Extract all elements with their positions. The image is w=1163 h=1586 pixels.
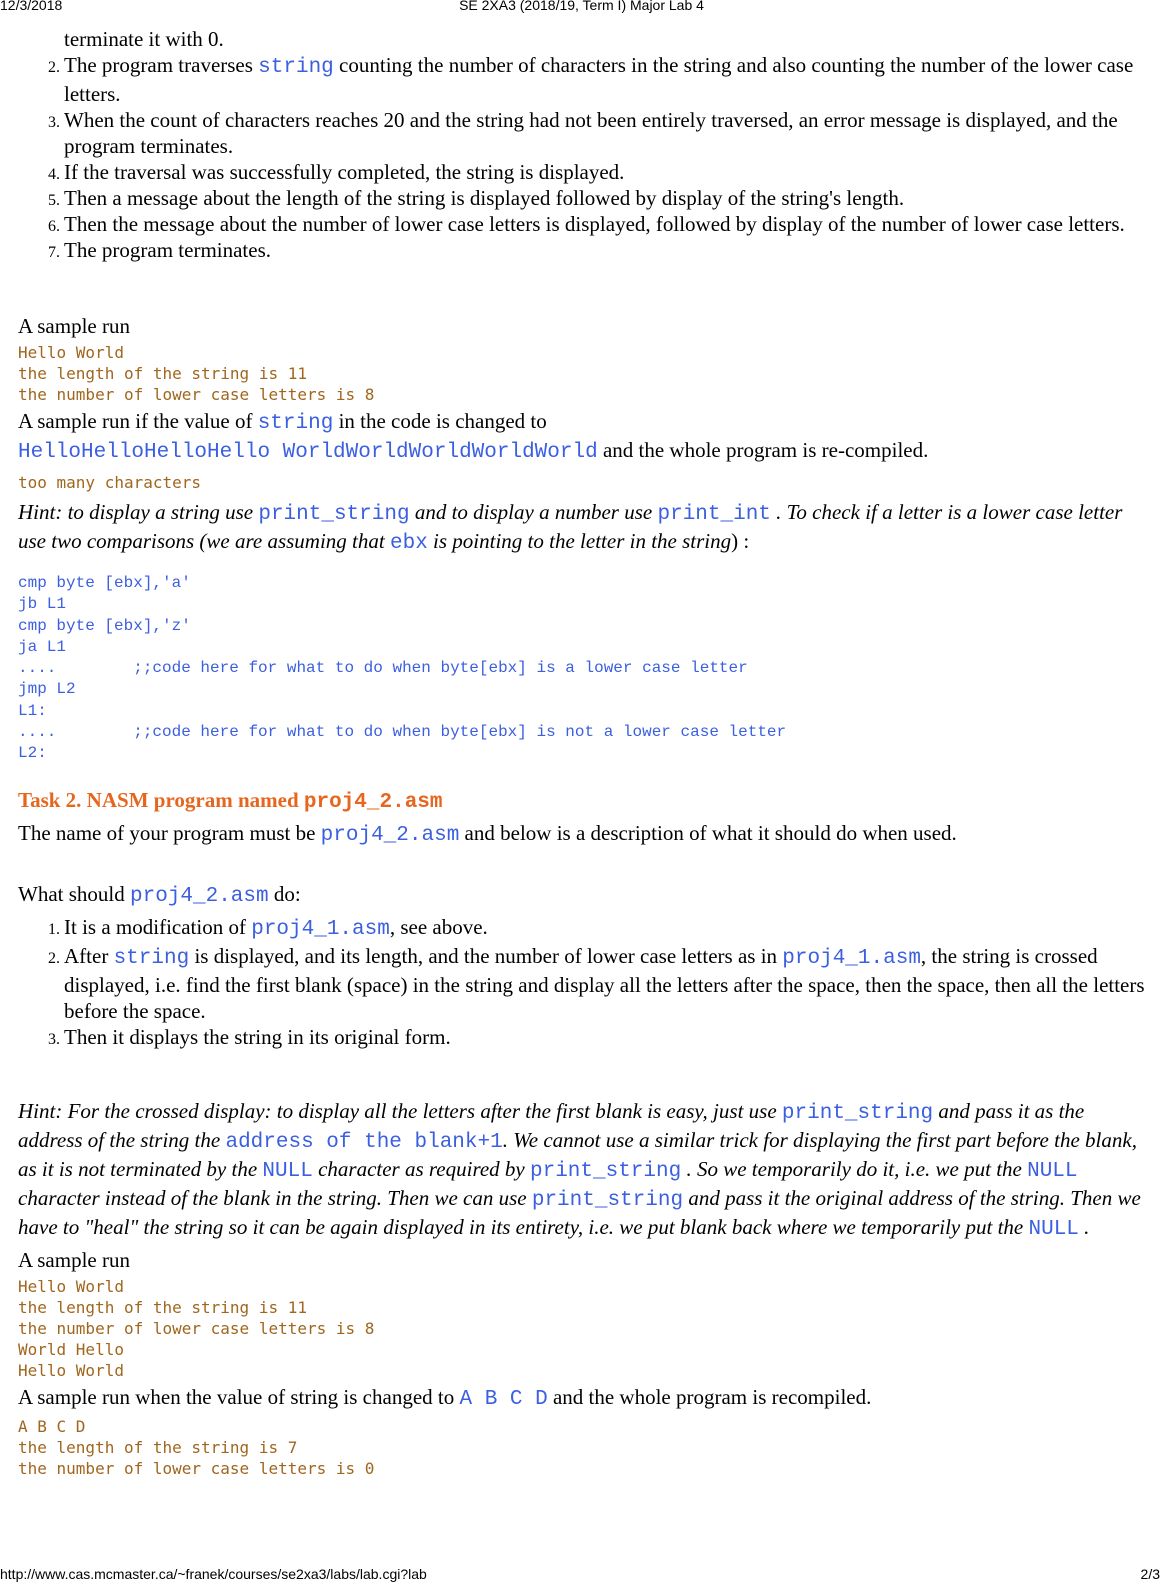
task2-what-heading: What should proj4_2.asm do: <box>18 881 301 908</box>
document-body <box>18 26 1148 1479</box>
sample-output-2: A B C D the length of the string is 7 the number of lower case letters is 0 <box>18 1416 375 1478</box>
list-item: 2. The program traverses string counting the number of characters in the string and also counting the number of the lower case letters. <box>64 52 1148 107</box>
asm-code-block: cmp byte [ebx],'a' jb L1 cmp byte [ebx],'z' ja L1 .... ;;code here for what to do when byte[ebx] is a lower case letter jmp L2 L1: .... ;;code here for what to do when byte[ebx] is not a lower case letter L2: <box>18 574 787 763</box>
sample-output-2: too many characters <box>18 473 202 492</box>
page-footer <box>0 1566 1163 1586</box>
task2-heading: Task 2. NASM program named proj4_2.asm <box>18 787 443 814</box>
list-item: 3. Then it displays the string in its original form. <box>64 1024 1148 1050</box>
list-item: 2. After string is displayed, and its length, and the number of lower case letters as in proj4_1.asm, the string is crossed displayed, i.e. find the first blank (space) in the string and display all the letters after the space, then the space, then all the letters before the space. <box>64 943 1148 1024</box>
print-date: 12/3/2018 <box>0 0 63 13</box>
task2-hint: Hint: For the crossed display: to display all the letters after the first blank is easy, just use print_string and pass it as the address of the string the address of the blank+1. We cannot use a similar trick for displaying the first part before the blank, as it is not terminated by the NULL character as required by print_string . So we temporarily do it, i.e. we put the NULL character instead of the blank in the string. Then we can use print_string and pass it the original address of the string. Then we have to "heal" the string so it can be again displayed in its entirety, i.e. we put blank back where we temporarily put the NULL . <box>18 1098 1141 1241</box>
page-number: 2/3 <box>1140 1566 1160 1582</box>
list-item: 1. It is a modification of proj4_1.asm, see above. <box>64 914 1148 943</box>
task2-name-text: The name of your program must be proj4_2.asm and below is a description of what it should do when used. <box>18 820 957 847</box>
task1-list-continuation: terminate it with 0. <box>64 27 224 51</box>
sample-run-label: A sample run <box>18 314 130 338</box>
task2-steps-list <box>18 914 1148 1050</box>
list-item: 4. If the traversal was successfully completed, the string is displayed. <box>64 159 1148 185</box>
modified-string-value: HelloHelloHelloHello WorldWorldWorldWorldWorld <box>18 441 598 464</box>
sample-run-label: A sample run <box>18 1247 130 1272</box>
list-item: 6. Then the message about the number of lower case letters is displayed, followed by display of the number of lower case letters. <box>64 211 1148 237</box>
sample-run-2-text: A sample run when the value of string is changed to A B C D and the whole program is recompiled. <box>18 1384 872 1411</box>
hint-paragraph: Hint: to display a string use print_string and to display a number use print_int . To check if a letter is a lower case letter use two comparisons (we are assuming that ebx is pointing to the letter in the string) : <box>18 500 1123 555</box>
page-title: SE 2XA3 (2018/19, Term I) Major Lab 4 <box>459 0 704 13</box>
list-item: 7. The program terminates. <box>64 237 1148 263</box>
sample-output: Hello World the length of the string is 11 the number of lower case letters is 8 World Hello Hello World <box>18 1276 375 1380</box>
sample-run-2-text: A sample run if the value of string in the code is changed to HelloHelloHelloHello WorldWorldWorldWorldWorld and the whole program is re-compiled. <box>18 409 929 464</box>
sample-output: Hello World the length of the string is 11 the number of lower case letters is 8 <box>18 343 375 404</box>
list-item: 3. When the count of characters reaches 20 and the string had not been entirely traversed, an error message is displayed, and the program terminates. <box>64 107 1148 159</box>
list-item: 5. Then a message about the length of the string is displayed followed by display of the string's length. <box>64 185 1148 211</box>
page-url: http://www.cas.mcmaster.ca/~franek/courses/se2xa3/labs/lab.cgi?lab <box>0 1566 427 1582</box>
task1-steps-list <box>18 52 1148 263</box>
page-header <box>0 0 1163 17</box>
